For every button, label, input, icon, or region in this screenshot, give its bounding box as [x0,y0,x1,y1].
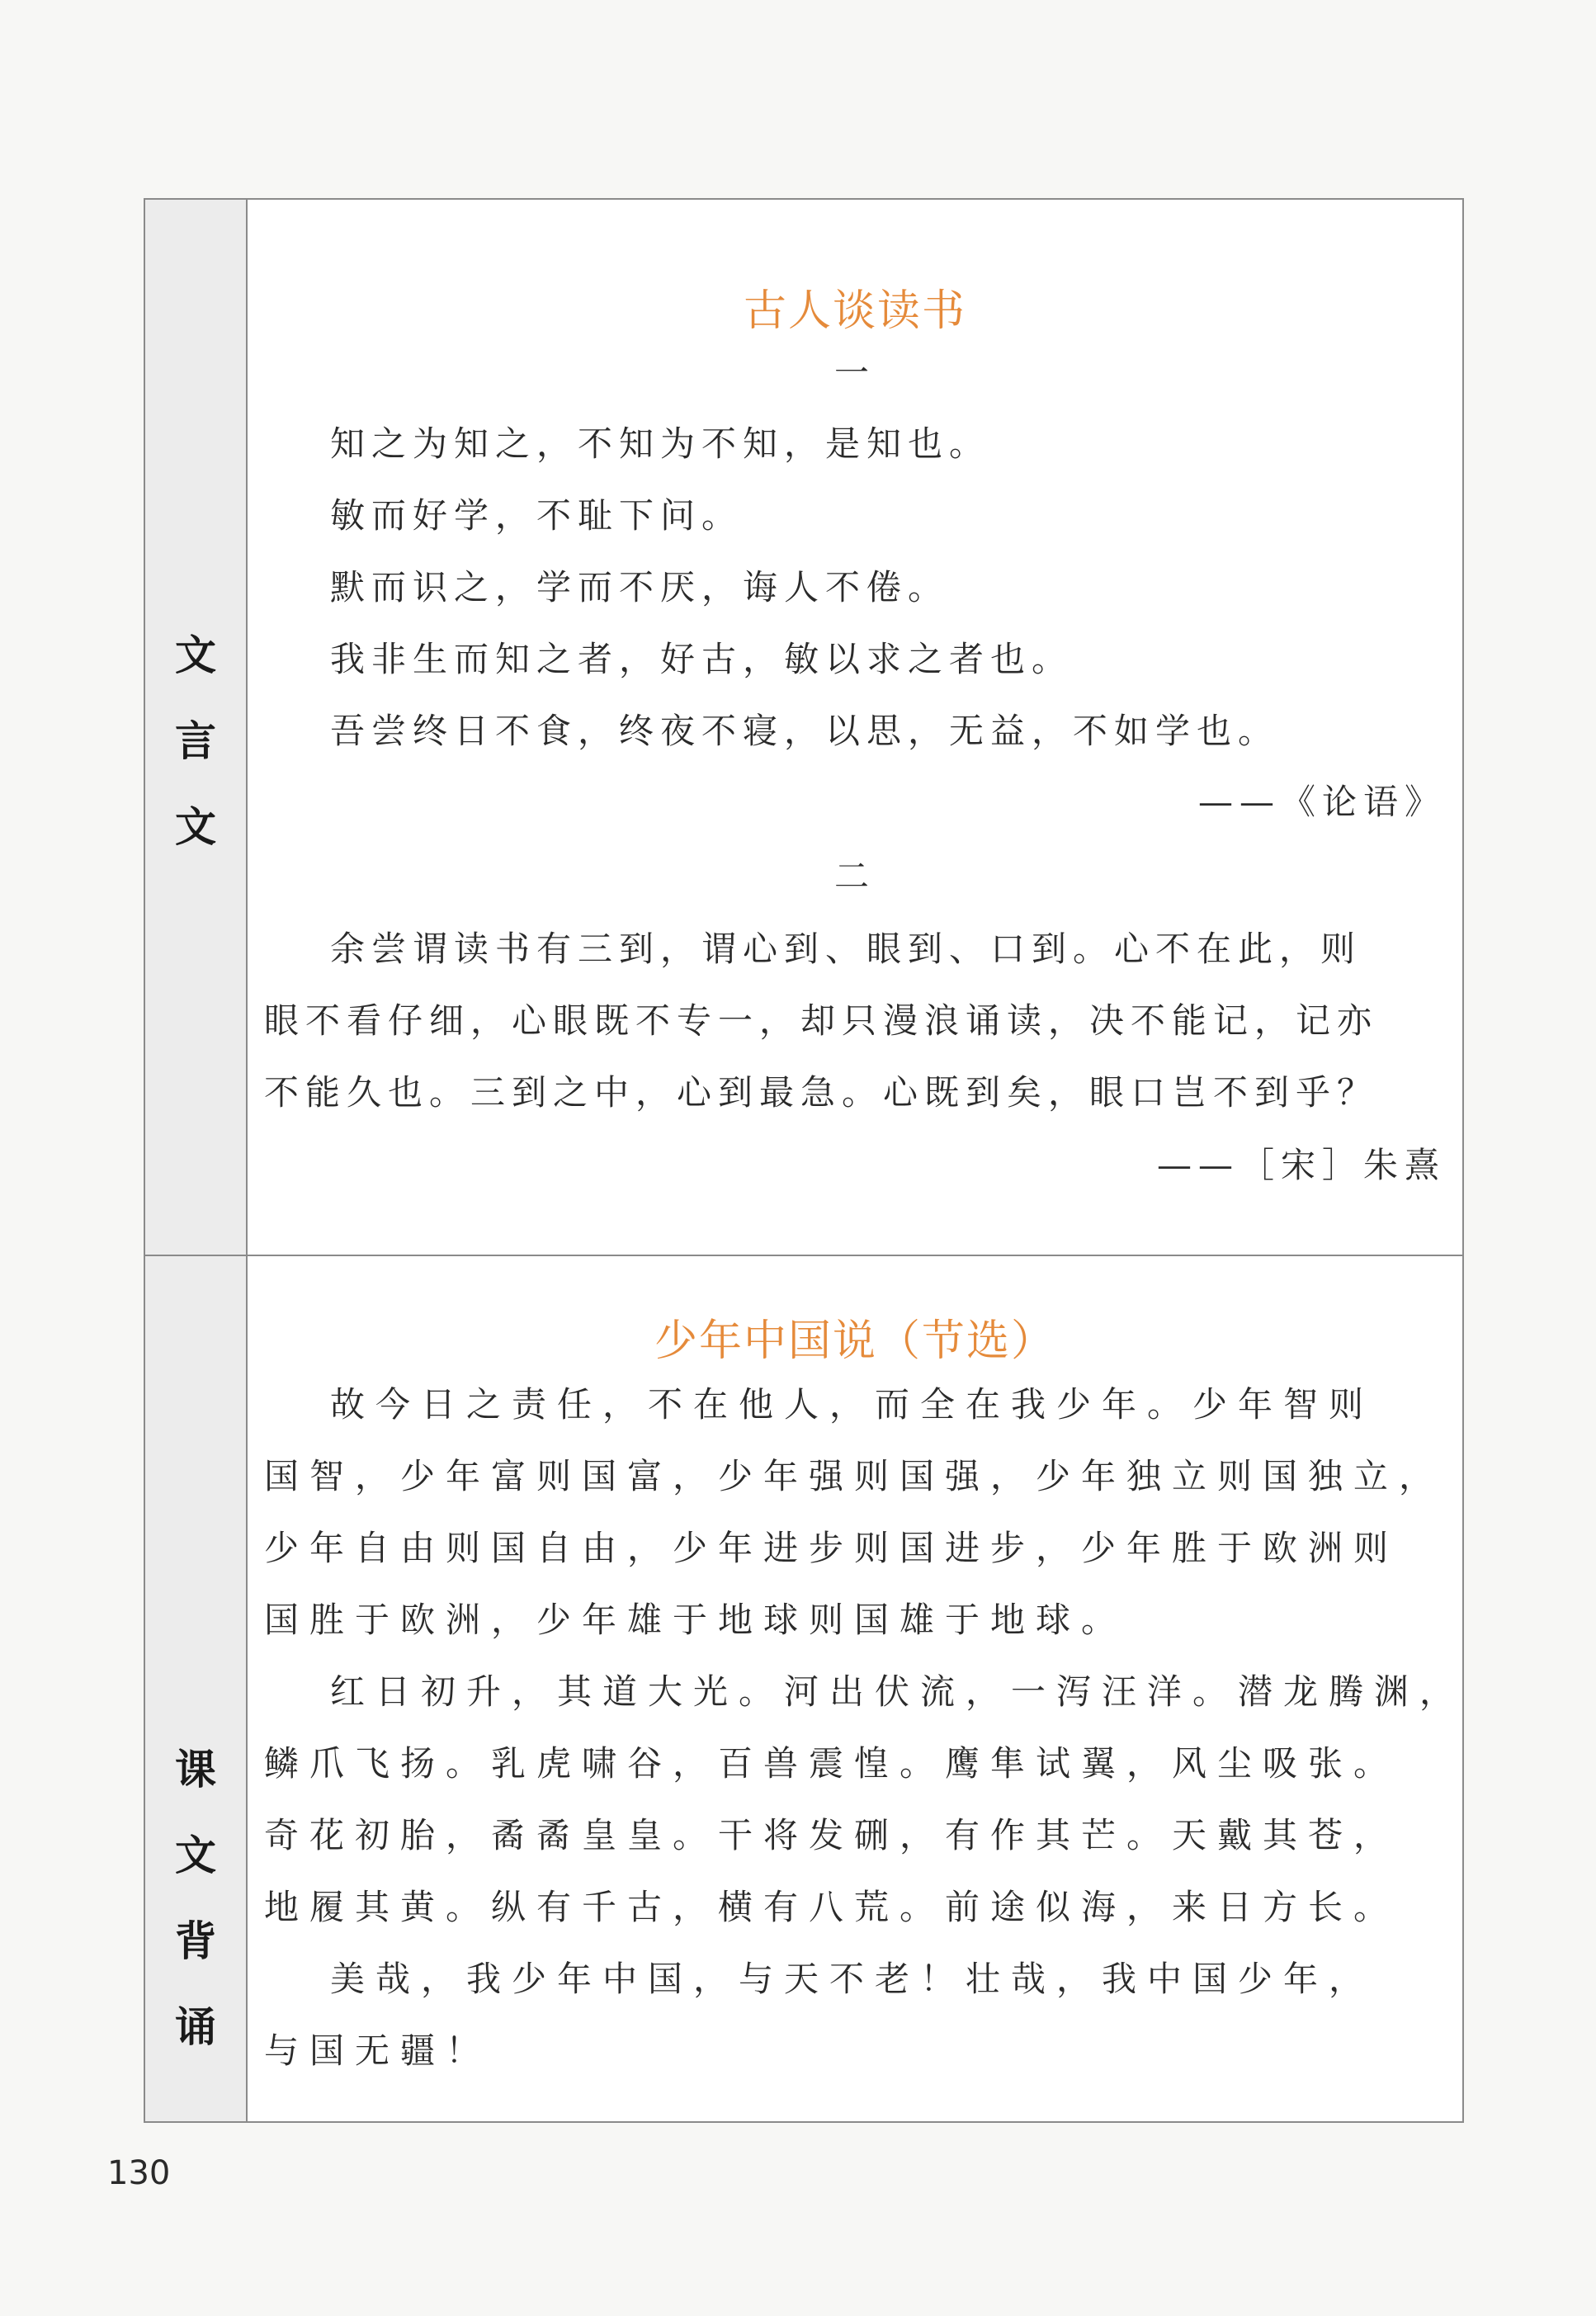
side-label-text [145,612,246,870]
text-line: 敏而好学，不耻下问。 [330,495,744,536]
text-line: 余尝谓读书有三到，谓心到、眼到、口到。心不在此，则 [330,929,1362,969]
section-recitation [145,1256,1466,2121]
attribution: ——《论语》 [1197,782,1446,822]
side-label-column [145,200,248,1255]
essay-title: 少年中国说（节选） [654,1316,1055,1366]
content-table [144,198,1464,2123]
side-label-char: 课 [175,1746,216,1794]
text-line: 少年自由则国自由，少年进步则国进步，少年胜于欧洲则 [264,1528,1400,1568]
side-label-char: 言 [175,717,216,765]
text-line: 眼不看仔细，心眼既不专一，却只漫浪诵读，决不能记，记亦 [264,1000,1379,1041]
side-label-char: 文 [175,1832,216,1879]
text-line: 知之为知之，不知为不知，是知也。 [330,423,991,464]
section-content [248,200,1462,1255]
attribution: ——［宋］朱熹 [1156,1145,1446,1185]
text-line: 我非生而知之者，好古，敏以求之者也。 [330,639,1074,679]
text-line: 国胜于欧洲，少年雄于地球则国雄于地球。 [264,1600,1127,1640]
poem-title: 古人谈读书 [743,286,966,336]
text-line: 美哉，我少年中国，与天不老！壮哉，我中国少年， [330,1959,1375,1999]
page-number: 130 [107,2154,171,2192]
text-line: 故今日之责任，不在他人，而全在我少年。少年智则 [330,1384,1375,1425]
part-heading: 二 [833,856,876,896]
text-line: 鳞爪飞扬。乳虎啸谷，百兽震惶。鹰隼试翼，风尘吸张。 [264,1743,1400,1784]
side-label-char: 文 [175,631,216,679]
text-line: 吾尝终日不食，终夜不寝，以思，无益，不如学也。 [330,711,1280,751]
side-label-char: 文 [175,803,216,851]
text-line: 不能久也。三到之中，心到最急。心既到矣，眼口岂不到乎？ [264,1072,1379,1113]
text-line: 与国无疆！ [264,2030,492,2071]
side-label-text [145,1727,246,2070]
text-line: 地履其黄。纵有千古，横有八荒。前途似海，来日方长。 [264,1887,1400,1927]
side-label-char: 诵 [175,2003,216,2051]
section-content [248,1256,1466,2121]
part-heading: 一 [833,352,876,393]
side-label-column [145,1256,248,2121]
text-line: 红日初升，其道大光。河出伏流，一泻汪洋。潜龙腾渊， [330,1671,1466,1712]
section-classical-chinese [145,200,1462,1256]
text-line: 默而识之，学而不厌，诲人不倦。 [330,567,950,607]
side-label-char: 背 [175,1917,216,1965]
text-line: 国智，少年富则国富，少年强则国强，少年独立则国独立， [264,1456,1445,1496]
text-line: 奇花初胎，矞矞皇皇。干将发硎，有作其芒。天戴其苍， [264,1815,1400,1855]
